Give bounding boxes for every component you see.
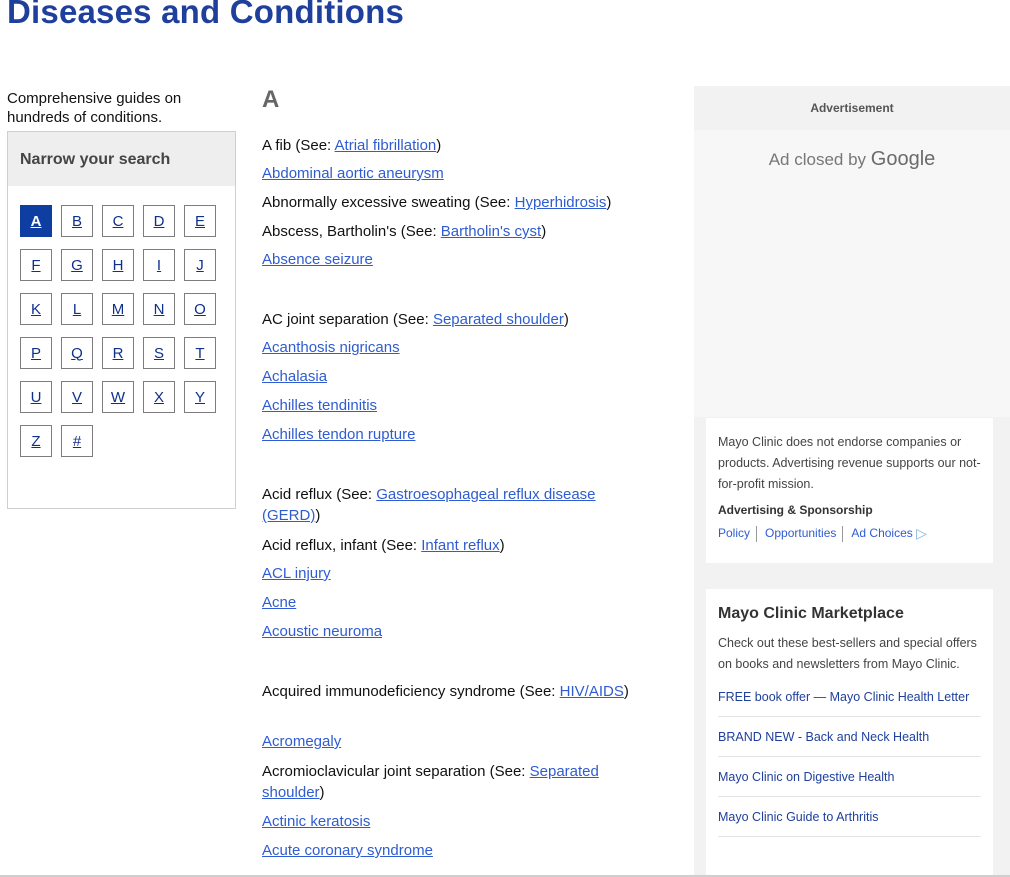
letter-link[interactable]: G — [61, 249, 93, 281]
condition-entry — [262, 221, 647, 242]
condition-link[interactable]: Bartholin's cyst — [440, 223, 542, 240]
letter-link[interactable]: A — [20, 205, 52, 237]
letter-link[interactable]: Z — [20, 425, 52, 457]
condition-link[interactable]: HIV/AIDS — [559, 683, 624, 700]
letter-link[interactable]: Y — [184, 381, 216, 413]
condition-entry — [262, 337, 647, 358]
letter-link[interactable]: C — [102, 205, 134, 237]
letter-link[interactable]: H — [102, 249, 134, 281]
condition-link[interactable]: Absence seizure — [262, 251, 373, 268]
ad-label: Advertisement — [810, 101, 894, 115]
ad-disclaimer — [706, 418, 993, 563]
letter-link[interactable]: B — [61, 205, 93, 237]
entry-suffix: ) — [499, 537, 505, 554]
intro-text: Comprehensive guides on hundreds of conditions. — [7, 90, 182, 126]
letter-link[interactable]: T — [184, 337, 216, 369]
marketplace-title: Mayo Clinic Marketplace — [718, 605, 904, 622]
policy-link[interactable]: Policy — [718, 526, 751, 540]
entry-prefix: Abnormally excessive sweating (See: — [262, 194, 515, 211]
letter-link[interactable]: S — [143, 337, 175, 369]
letter-link[interactable]: R — [102, 337, 134, 369]
condition-link[interactable]: Achalasia — [262, 368, 328, 385]
condition-entry — [262, 535, 647, 556]
letter-link[interactable]: F — [20, 249, 52, 281]
marketplace-description: Check out these best-sellers and special offers on books and newsletters from Mayo Clinic. — [718, 636, 977, 671]
condition-entry — [262, 731, 647, 752]
section-letter: A — [262, 86, 280, 113]
condition-entry — [262, 592, 647, 613]
entry-suffix: ) — [436, 137, 442, 154]
google-logo-text: Google — [870, 148, 936, 170]
letter-link[interactable]: D — [143, 205, 175, 237]
entry-prefix: Abscess, Bartholin's (See: — [262, 223, 441, 240]
entry-suffix: ) — [541, 223, 547, 240]
letter-link[interactable]: W — [102, 381, 134, 413]
condition-entry — [262, 309, 647, 330]
letter-link[interactable]: # — [61, 425, 93, 457]
entry-prefix: Acid reflux, infant (See: — [262, 537, 422, 554]
condition-link[interactable]: ACL injury — [262, 565, 331, 582]
condition-entry — [262, 424, 647, 445]
condition-link[interactable]: Abdominal aortic aneurysm — [262, 165, 444, 182]
entry-prefix: A fib (See: — [262, 137, 335, 154]
marketplace-link[interactable]: Mayo Clinic on Digestive Health — [718, 766, 981, 797]
condition-entry — [262, 163, 647, 184]
letter-link[interactable]: L — [61, 293, 93, 325]
ad-closed-message — [694, 148, 1010, 171]
entry-suffix: ) — [606, 194, 612, 211]
condition-link[interactable]: Acanthosis nigricans — [262, 339, 400, 356]
entry-prefix: AC joint separation (See: — [262, 311, 433, 328]
marketplace-link[interactable]: FREE book offer — Mayo Clinic Health Letter — [718, 686, 981, 717]
letter-link[interactable]: U — [20, 381, 52, 413]
letter-link[interactable]: Q — [61, 337, 93, 369]
condition-link[interactable]: Hyperhidrosis — [514, 194, 607, 211]
condition-entry — [262, 366, 647, 387]
condition-link[interactable]: Achilles tendinitis — [262, 397, 378, 414]
condition-link[interactable]: Separated shoulder — [262, 763, 599, 801]
opportunities-link[interactable]: Opportunities — [765, 526, 837, 540]
page-title: Diseases and Conditions — [7, 0, 405, 30]
condition-entry — [262, 811, 647, 832]
condition-link[interactable]: Acne — [262, 594, 297, 611]
entry-suffix: ) — [319, 784, 325, 801]
entry-suffix: ) — [623, 683, 629, 700]
ad-choices-link[interactable]: Ad Choices — [851, 526, 913, 540]
divider — [842, 526, 843, 542]
entry-suffix: ) — [563, 311, 569, 328]
condition-link[interactable]: Atrial fibrillation — [334, 137, 437, 154]
marketplace-link[interactable]: BRAND NEW - Back and Neck Health — [718, 726, 981, 757]
condition-entry — [262, 135, 647, 156]
narrow-search-panel — [7, 131, 236, 509]
sponsorship-title: Advertising & Sponsorship — [718, 503, 873, 517]
sponsorship-links — [718, 523, 981, 544]
letter-link[interactable]: P — [20, 337, 52, 369]
condition-link[interactable]: Achilles tendon rupture — [262, 426, 416, 443]
letter-link[interactable]: E — [184, 205, 216, 237]
letter-link[interactable]: J — [184, 249, 216, 281]
condition-entry — [262, 249, 647, 270]
ad-panel — [694, 86, 1010, 877]
narrow-search-title: Narrow your search — [8, 132, 235, 186]
marketplace-items — [718, 686, 981, 837]
condition-entry — [262, 563, 647, 584]
condition-link[interactable]: Acoustic neuroma — [262, 623, 383, 640]
entry-prefix: Acid reflux (See: — [262, 486, 377, 503]
letter-link[interactable]: X — [143, 381, 175, 413]
condition-link[interactable]: Acute coronary syndrome — [262, 842, 433, 859]
letter-link[interactable]: M — [102, 293, 134, 325]
condition-entry — [262, 621, 647, 642]
condition-entry — [262, 484, 647, 526]
letter-link[interactable]: K — [20, 293, 52, 325]
condition-link[interactable]: Gastroesophageal reflux disease (GERD) — [262, 486, 596, 524]
letter-link[interactable]: I — [143, 249, 175, 281]
disclaimer-text: Mayo Clinic does not endorse companies or products. Advertising revenue supports our not-for-profit mission. — [718, 435, 981, 491]
letter-link[interactable]: N — [143, 293, 175, 325]
marketplace-panel — [706, 589, 993, 877]
entry-suffix: ) — [315, 507, 321, 524]
letter-link[interactable]: O — [184, 293, 216, 325]
condition-link[interactable]: Infant reflux — [421, 537, 500, 554]
letter-link[interactable]: V — [61, 381, 93, 413]
marketplace-link[interactable]: Mayo Clinic Guide to Arthritis — [718, 806, 981, 837]
condition-entry — [262, 761, 647, 803]
ad-slot — [694, 130, 1010, 417]
condition-entry — [262, 395, 647, 416]
entry-prefix: Acquired immunodeficiency syndrome (See: — [262, 683, 560, 700]
condition-link[interactable]: Separated shoulder — [432, 311, 564, 328]
condition-entry — [262, 192, 647, 213]
ad-choices-icon[interactable]: ▷ — [916, 525, 927, 542]
ad-closed-text: Ad closed by — [768, 150, 867, 169]
divider — [756, 526, 757, 542]
condition-link[interactable]: Acromegaly — [262, 733, 342, 750]
condition-entry — [262, 840, 647, 861]
condition-entry — [262, 681, 647, 702]
condition-link[interactable]: Actinic keratosis — [262, 813, 371, 830]
entry-prefix: Acromioclavicular joint separation (See: — [262, 763, 530, 780]
